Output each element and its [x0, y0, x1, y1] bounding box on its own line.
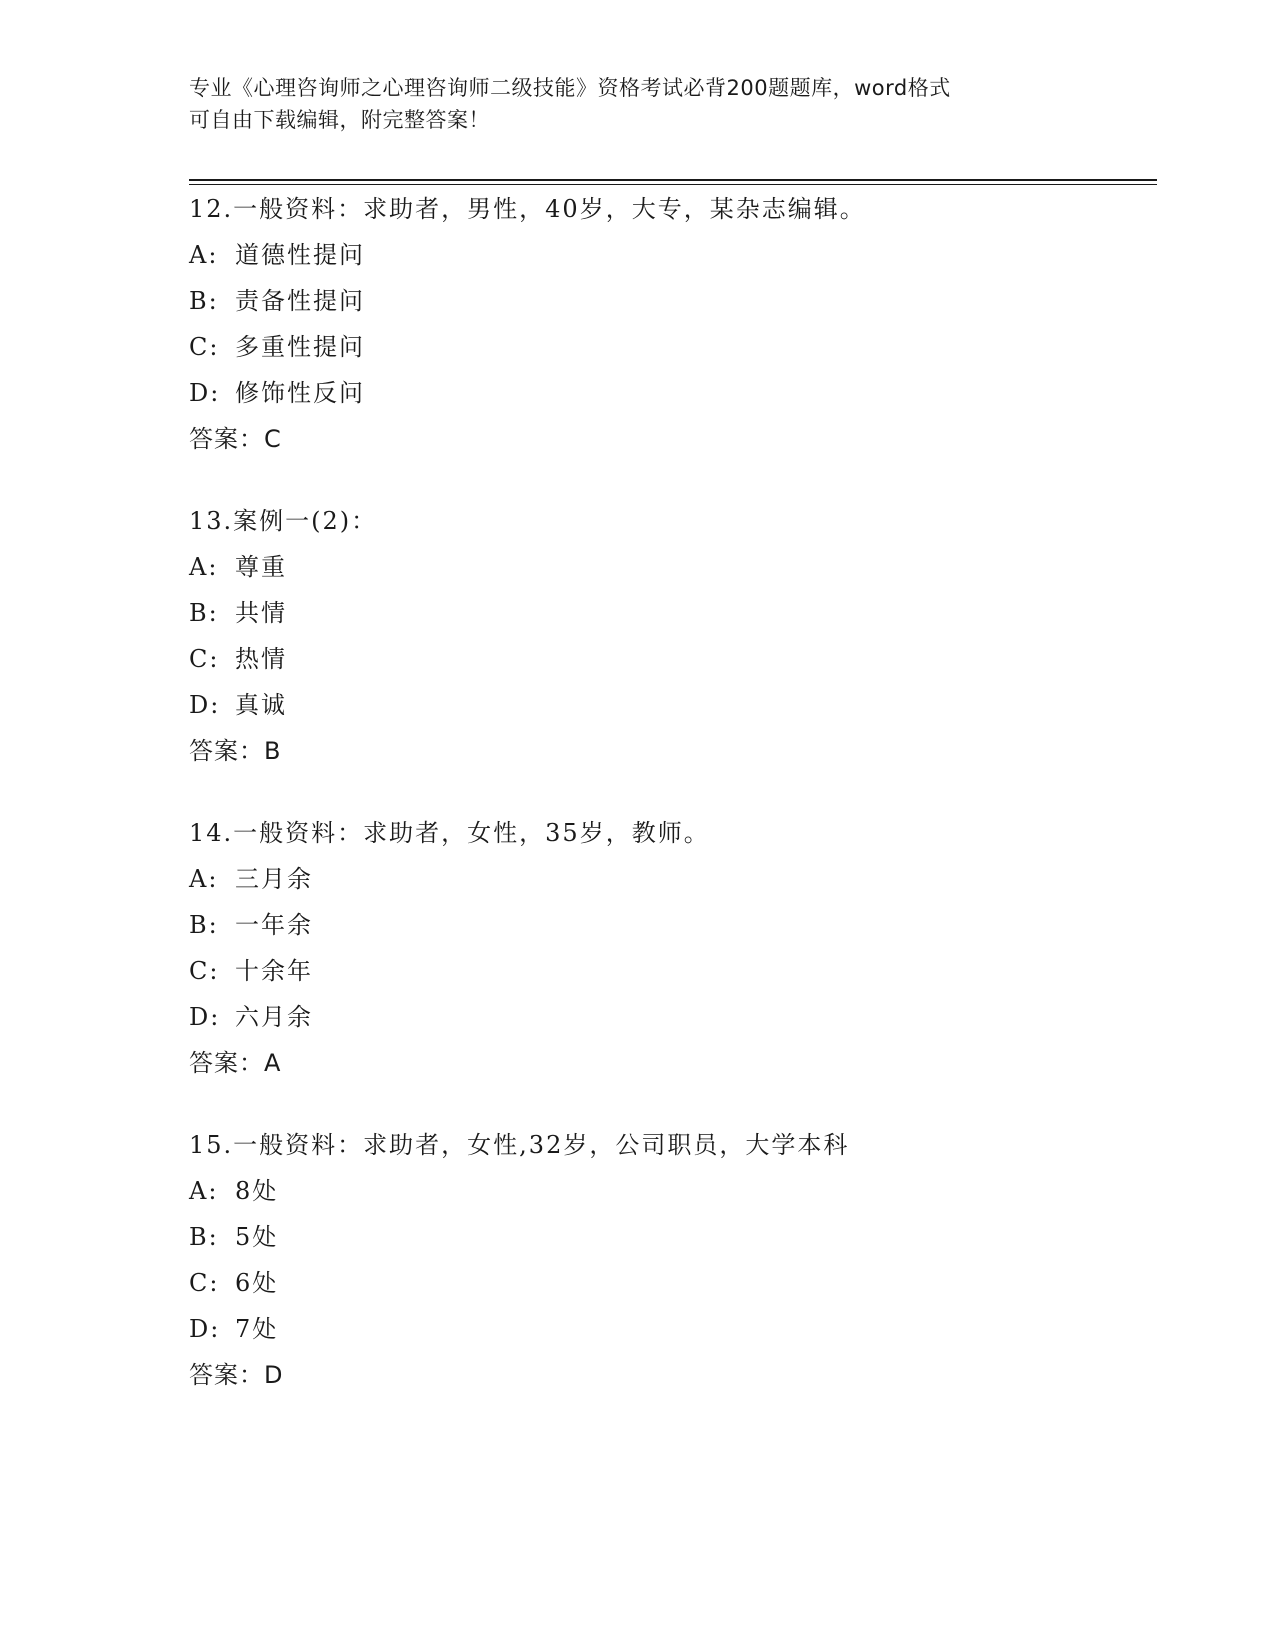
option-b: [189, 902, 1157, 948]
option-key: D:: [189, 1315, 221, 1343]
option-text: 热情: [235, 645, 287, 673]
option-key: A:: [189, 553, 219, 581]
option-b: [189, 1214, 1157, 1260]
option-b: [189, 590, 1157, 636]
option-text: 道德性提问: [235, 241, 365, 269]
document-header: [189, 72, 1089, 136]
answer-line: 答案：A: [189, 1049, 282, 1077]
answer-line: 答案：B: [189, 737, 282, 765]
option-d: [189, 370, 1157, 416]
option-key: C:: [189, 333, 220, 361]
option-c: [189, 324, 1157, 370]
option-d: [189, 994, 1157, 1040]
option-key: C:: [189, 645, 220, 673]
question-stem: 13.案例一(2)：: [189, 507, 378, 535]
option-text: 六月余: [235, 1003, 313, 1031]
header-line-1: 专业《心理咨询师之心理咨询师二级技能》资格考试必背200题题库，word格式: [189, 76, 951, 100]
question-stem: 15.一般资料：求助者，女性,32岁，公司职员，大学本科: [189, 1131, 850, 1159]
option-key: A:: [189, 241, 219, 269]
option-key: D:: [189, 1003, 221, 1031]
option-c: [189, 1260, 1157, 1306]
option-text: 5处: [235, 1223, 279, 1251]
option-text: 三月余: [235, 865, 313, 893]
option-text: 共情: [235, 599, 287, 627]
option-text: 十余年: [235, 957, 313, 985]
header-divider-thick: [189, 179, 1157, 181]
option-text: 多重性提问: [235, 333, 365, 361]
option-text: 6处: [235, 1269, 279, 1297]
option-c: [189, 948, 1157, 994]
header-line-2: 可自由下载编辑，附完整答案！: [189, 108, 490, 132]
question-12: [189, 186, 1157, 462]
option-key: D:: [189, 691, 221, 719]
answer-line: 答案：C: [189, 425, 282, 453]
option-key: D:: [189, 379, 221, 407]
option-b: [189, 278, 1157, 324]
option-a: [189, 232, 1157, 278]
question-14: [189, 810, 1157, 1086]
question-stem: 14.一般资料：求助者，女性，35岁，教师。: [189, 819, 710, 847]
option-text: 7处: [235, 1315, 279, 1343]
option-key: A:: [189, 865, 219, 893]
option-d: [189, 682, 1157, 728]
option-text: 修饰性反问: [235, 379, 365, 407]
option-text: 一年余: [235, 911, 313, 939]
option-key: C:: [189, 1269, 220, 1297]
option-text: 尊重: [235, 553, 287, 581]
option-key: B:: [189, 1223, 219, 1251]
option-d: [189, 1306, 1157, 1352]
option-key: B:: [189, 287, 219, 315]
question-stem: 12.一般资料：求助者，男性，40岁，大专，某杂志编辑。: [189, 195, 866, 223]
header-divider-thin: [189, 184, 1157, 185]
option-a: [189, 1168, 1157, 1214]
question-13: [189, 498, 1157, 774]
option-a: [189, 544, 1157, 590]
option-key: A:: [189, 1177, 219, 1205]
answer-line: 答案：D: [189, 1361, 284, 1389]
option-a: [189, 856, 1157, 902]
option-key: B:: [189, 599, 219, 627]
option-text: 真诚: [235, 691, 287, 719]
option-key: C:: [189, 957, 220, 985]
option-text: 责备性提问: [235, 287, 365, 315]
option-c: [189, 636, 1157, 682]
question-15: [189, 1122, 1157, 1398]
option-text: 8处: [235, 1177, 279, 1205]
option-key: B:: [189, 911, 219, 939]
